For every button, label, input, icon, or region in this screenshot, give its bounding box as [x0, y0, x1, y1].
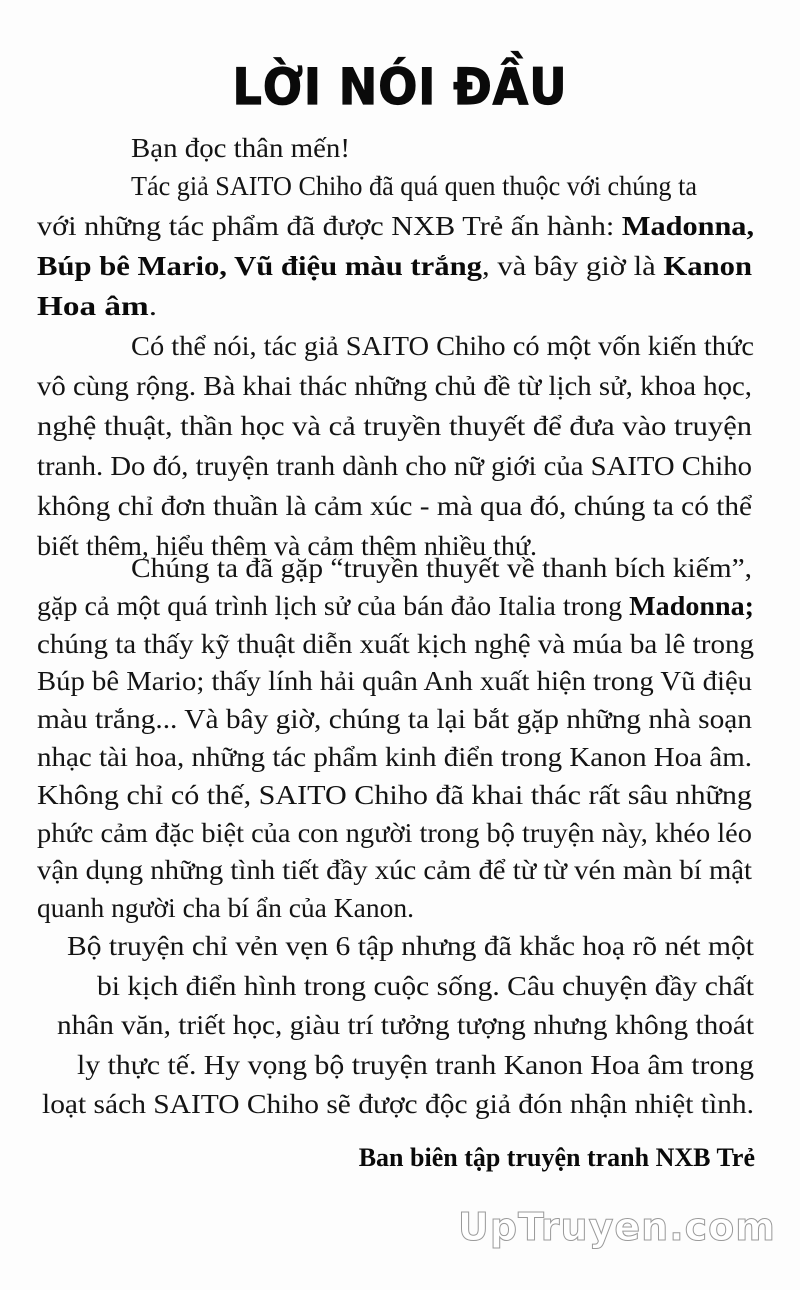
- body-text: Không chỉ có thế, SAITO Chiho đã khai thác rất sâu những: [37, 779, 752, 810]
- signature: Ban biên tập truyện tranh NXB Trẻ: [358, 1143, 755, 1172]
- paragraph-line: [37, 628, 755, 659]
- body-text: , và bây giờ là: [481, 251, 664, 281]
- body-text: Bộ truyện chỉ vẻn vẹn 6 tập nhưng đã khắc hoạ rõ nét một: [67, 931, 755, 961]
- page-title: LỜI NÓI ĐẦU: [232, 58, 568, 116]
- paragraph-line: [37, 253, 752, 280]
- paragraph-line: [37, 590, 754, 621]
- body-text: Chúng ta đã gặp “truyền thuyết về thanh bích kiếm”,: [131, 553, 753, 583]
- body-text: phức cảm đặc biệt của con người trong bộ truyện này, khéo léo: [37, 817, 752, 848]
- body-text: Tác giả SAITO Chiho đã quá quen thuộc với chúng ta: [131, 171, 697, 201]
- body-text: quanh người cha bí ẩn của Kanon.: [37, 893, 414, 924]
- body-text: bi kịch điển hình trong cuộc sống. Câu chuyện đầy chất: [97, 970, 755, 1001]
- body-text: ly thực tế. Hy vọng bộ truyện tranh Kanon Hoa âm trong: [77, 1049, 755, 1080]
- paragraph-line: [131, 173, 697, 200]
- bold-title-text: Madonna;: [629, 590, 754, 621]
- paragraph-line: [37, 779, 752, 810]
- body-text: Búp bê Mario; thấy lính hải quân Anh xuất hiện trong Vũ điệu: [37, 666, 753, 697]
- body-text: nghệ thuật, thần học và cả truyền thuyết để đưa vào truyện: [37, 411, 753, 441]
- paragraph-line: [37, 744, 752, 771]
- paragraph-line: [37, 668, 752, 695]
- paragraph-line: [37, 293, 157, 320]
- body-text: nhân văn, triết học, giàu trí tưởng tượng nhưng không thoát: [57, 1010, 755, 1040]
- paragraph-line: [57, 1012, 754, 1039]
- body-text: Có thể nói, tác giả SAITO Chiho có một vốn kiến thức: [131, 331, 754, 361]
- body-text: vận dụng những tình tiết đầy xúc cảm để từ từ vén màn bí mật: [37, 855, 753, 886]
- paragraph-line: [37, 373, 752, 400]
- body-text: biết thêm, hiểu thêm và cảm thêm nhiều thứ.: [37, 531, 537, 561]
- paragraph-line: [97, 970, 755, 1001]
- paragraph-line: [131, 555, 752, 582]
- body-text: vô cùng rộng. Bà khai thác những chủ đề từ lịch sử, khoa học,: [37, 371, 752, 401]
- paragraph-line: [37, 213, 754, 240]
- body-text: .: [148, 291, 158, 321]
- body-text: nhạc tài hoa, những tác phẩm kinh điển trong Kanon Hoa âm.: [37, 742, 752, 772]
- body-text: loạt sách SAITO Chiho sẽ được độc giả đón nhận nhiệt tình.: [42, 1089, 754, 1119]
- body-text: tranh. Do đó, truyện tranh dành cho nữ giới của SAITO Chiho: [37, 451, 753, 481]
- body-text: không chỉ đơn thuần là cảm xúc - mà qua đó, chúng ta có thể: [37, 491, 753, 521]
- paragraph-line: [37, 493, 752, 520]
- paragraph-line: [131, 333, 754, 360]
- body-text: với những tác phẩm đã được NXB Trẻ ấn hành:: [37, 211, 622, 241]
- body-text: màu trắng... Và bây giờ, chúng ta lại bắt gặp những nhà soạn: [37, 704, 753, 735]
- paragraph-line: [37, 895, 414, 922]
- paragraph-line: [67, 933, 754, 960]
- paragraph-line: [37, 413, 752, 440]
- paragraph-line: [37, 857, 752, 884]
- bold-title-text: Madonna,: [621, 211, 755, 241]
- body-text: chúng ta thấy kỹ thuật diễn xuất kịch nghệ và múa ba lê trong: [37, 628, 755, 659]
- paragraph-line: [37, 817, 752, 848]
- paragraph-line: [37, 453, 752, 480]
- paragraph-line: [42, 1091, 754, 1118]
- greeting-line: Bạn đọc thân mến!: [131, 133, 350, 163]
- body-text: gặp cả một quá trình lịch sử của bán đảo Italia trong: [37, 590, 630, 621]
- bold-title-text: Hoa âm: [37, 291, 149, 321]
- bold-title-text: Kanon: [663, 251, 753, 281]
- watermark-logo: UpTruyen.com: [458, 1205, 776, 1249]
- paragraph-line: [77, 1049, 755, 1080]
- bold-title-text: Búp bê Mario, Vũ điệu màu trắng: [37, 251, 482, 281]
- paragraph-line: [37, 706, 752, 733]
